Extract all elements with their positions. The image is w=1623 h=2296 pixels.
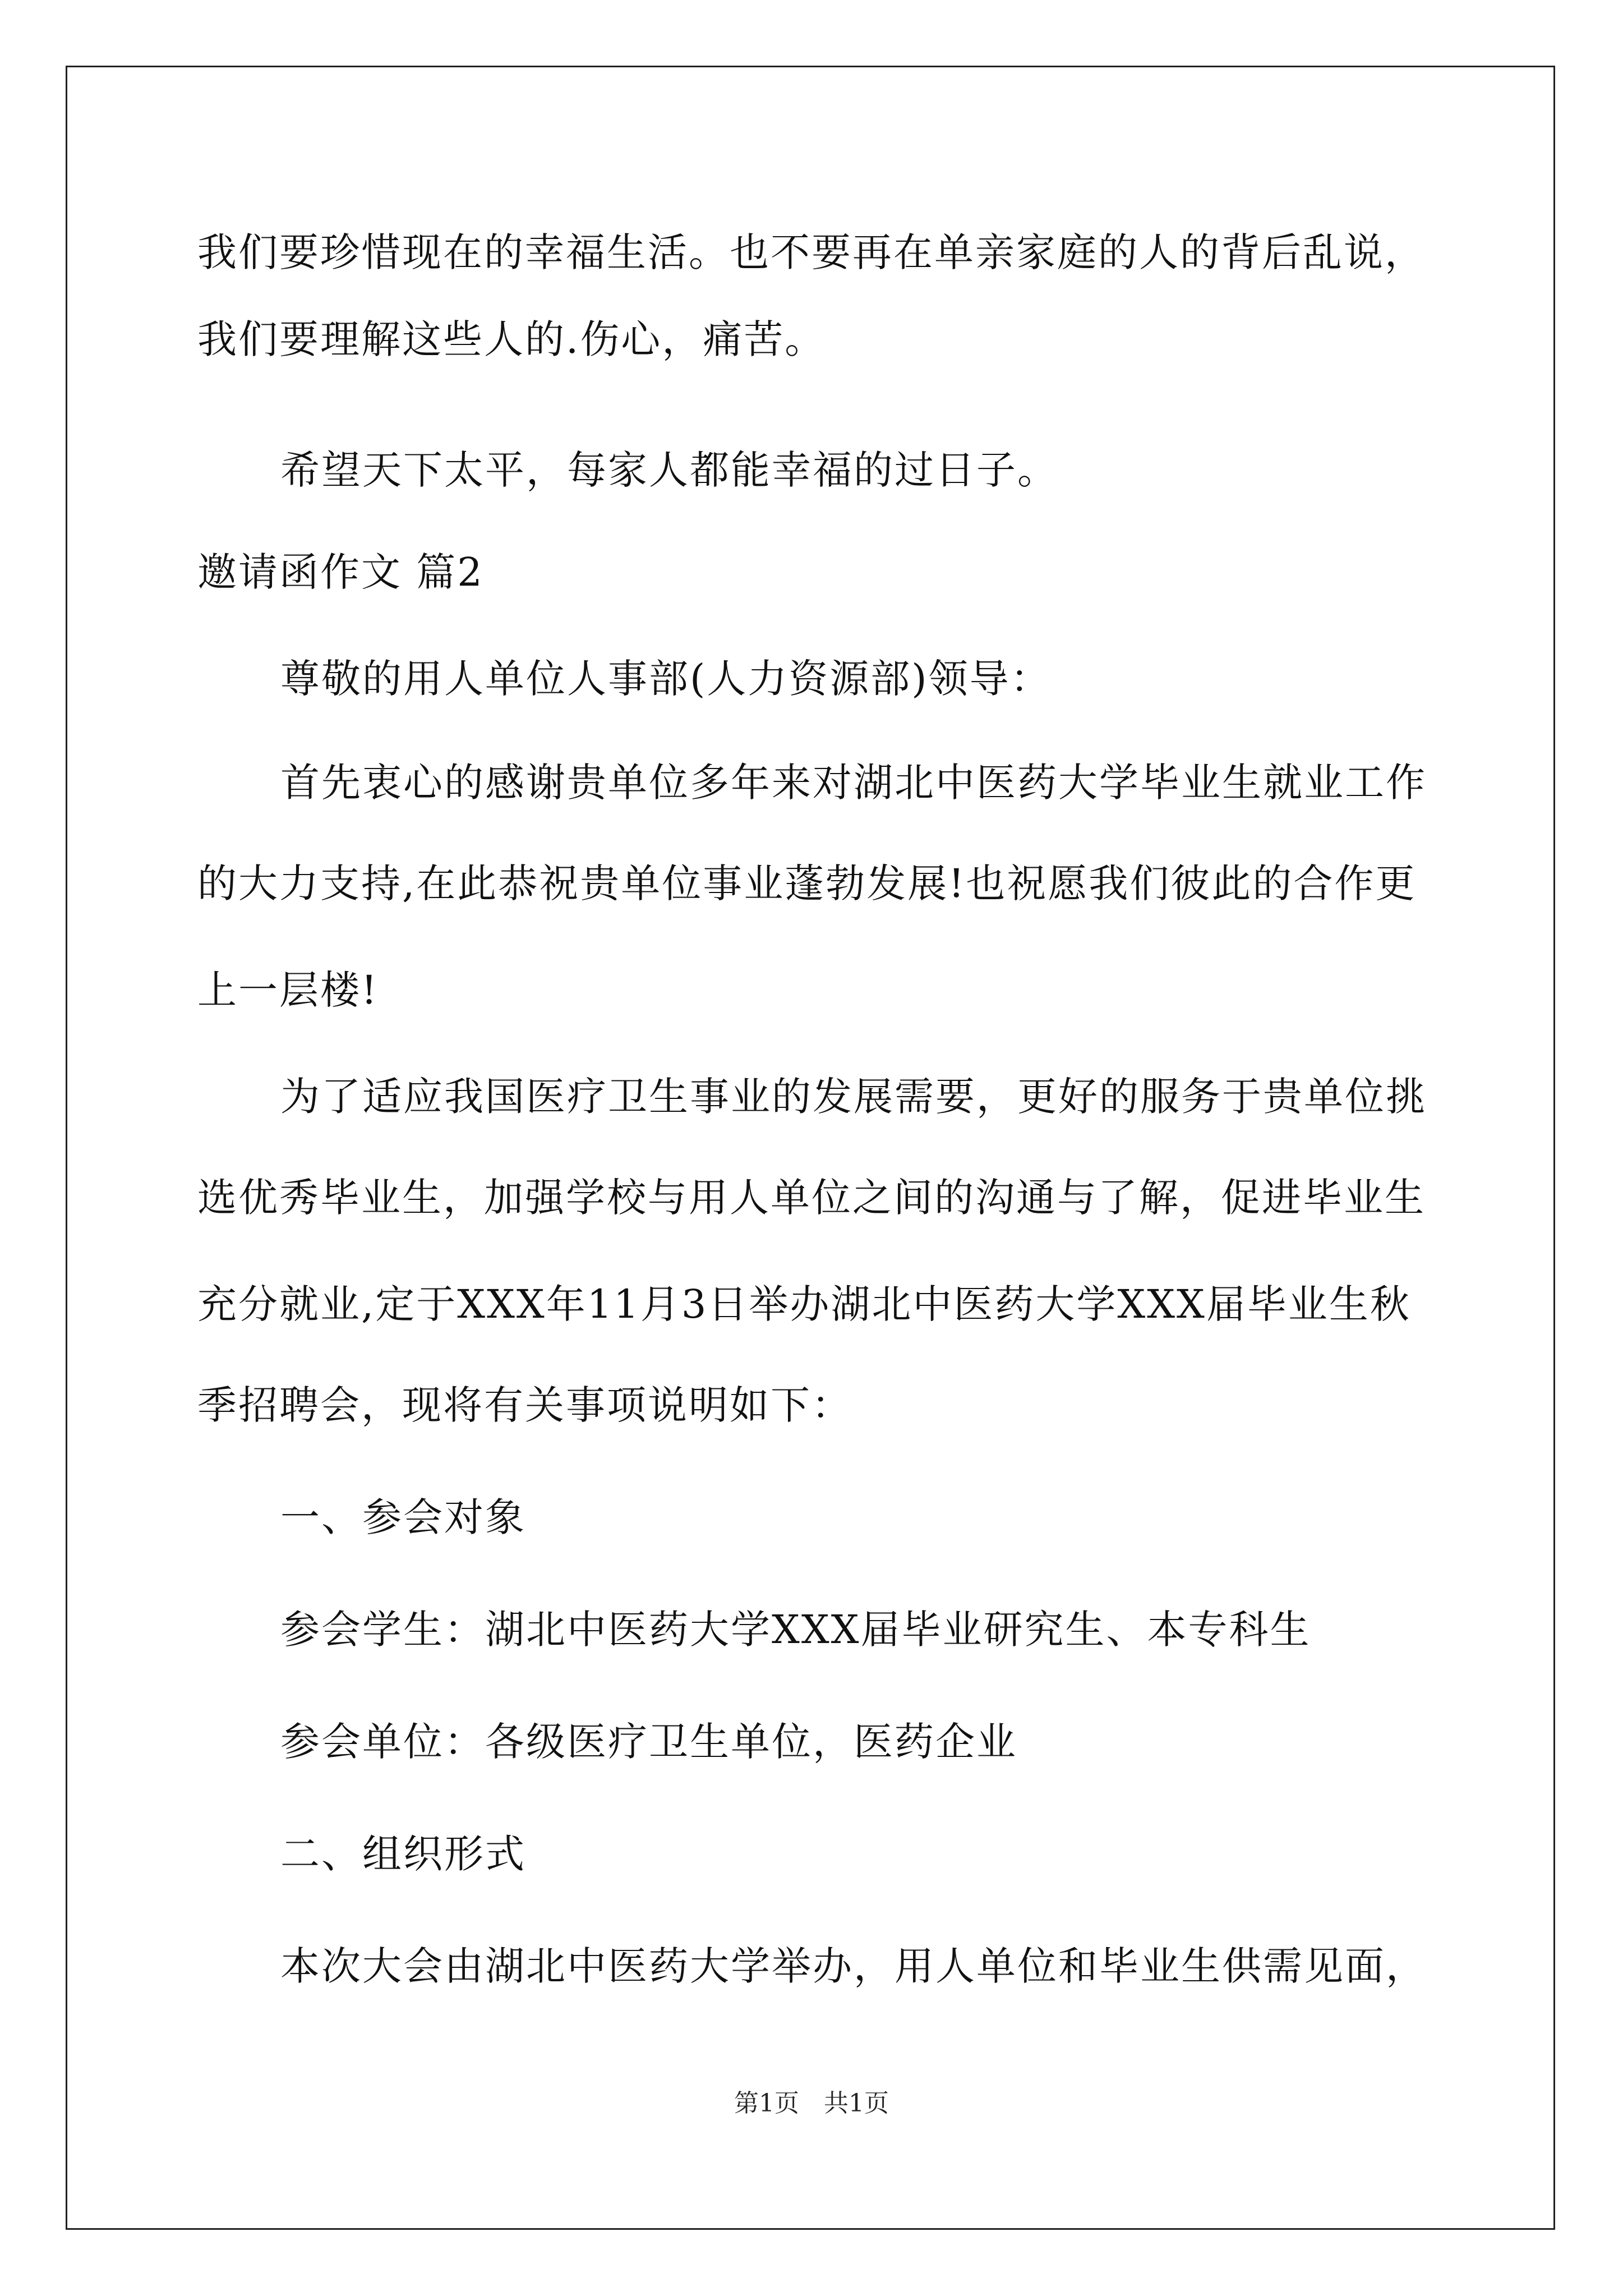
body-line-7: 为了适应我国医疗卫生事业的发展需要，更好的服务于贵单位挑 — [280, 1074, 1427, 1120]
page-footer: 第1页 共1页 — [734, 2089, 889, 2118]
attendee-students-line: 参会学生：湖北中医药大学XXX届毕业研究生、本专科生 — [280, 1607, 1311, 1653]
attendee-units-line: 参会单位：各级医疗卫生单位，医药企业 — [280, 1719, 1017, 1765]
body-line-1: 我们要珍惜现在的幸福生活。也不要再在单亲家庭的人的背后乱说， — [197, 229, 1426, 275]
body-line-10: 季招聘会，现将有关事项说明如下： — [197, 1382, 852, 1428]
item-heading-1: 一、参会对象 — [280, 1494, 526, 1540]
body-line-8: 选优秀毕业生，加强学校与用人单位之间的沟通与了解，促进毕业生 — [197, 1175, 1426, 1221]
body-line-5: 的大力支持,在此恭祝贵单位事业蓬勃发展!也祝愿我们彼此的合作更 — [197, 861, 1417, 907]
salutation-line: 尊敬的用人单位人事部(人力资源部)领导： — [280, 656, 1052, 702]
body-line-2: 我们要理解这些人的.伤心，痛苦。 — [197, 316, 826, 362]
body-line-3: 希望天下太平，每家人都能幸福的过日子。 — [280, 447, 1058, 493]
page-border — [66, 66, 1555, 2230]
body-line-4: 首先衷心的感谢贵单位多年来对湖北中医药大学毕业生就业工作 — [280, 760, 1427, 806]
body-line-9: 充分就业,定于XXX年11月3日举办湖北中医药大学XXX届毕业生秋 — [197, 1281, 1411, 1327]
body-line-11: 本次大会由湖北中医药大学举办，用人单位和毕业生供需见面， — [280, 1943, 1427, 1989]
body-line-6: 上一层楼! — [197, 967, 379, 1013]
section-heading: 邀请函作文 篇2 — [197, 549, 484, 595]
item-heading-2: 二、组织形式 — [280, 1831, 526, 1877]
